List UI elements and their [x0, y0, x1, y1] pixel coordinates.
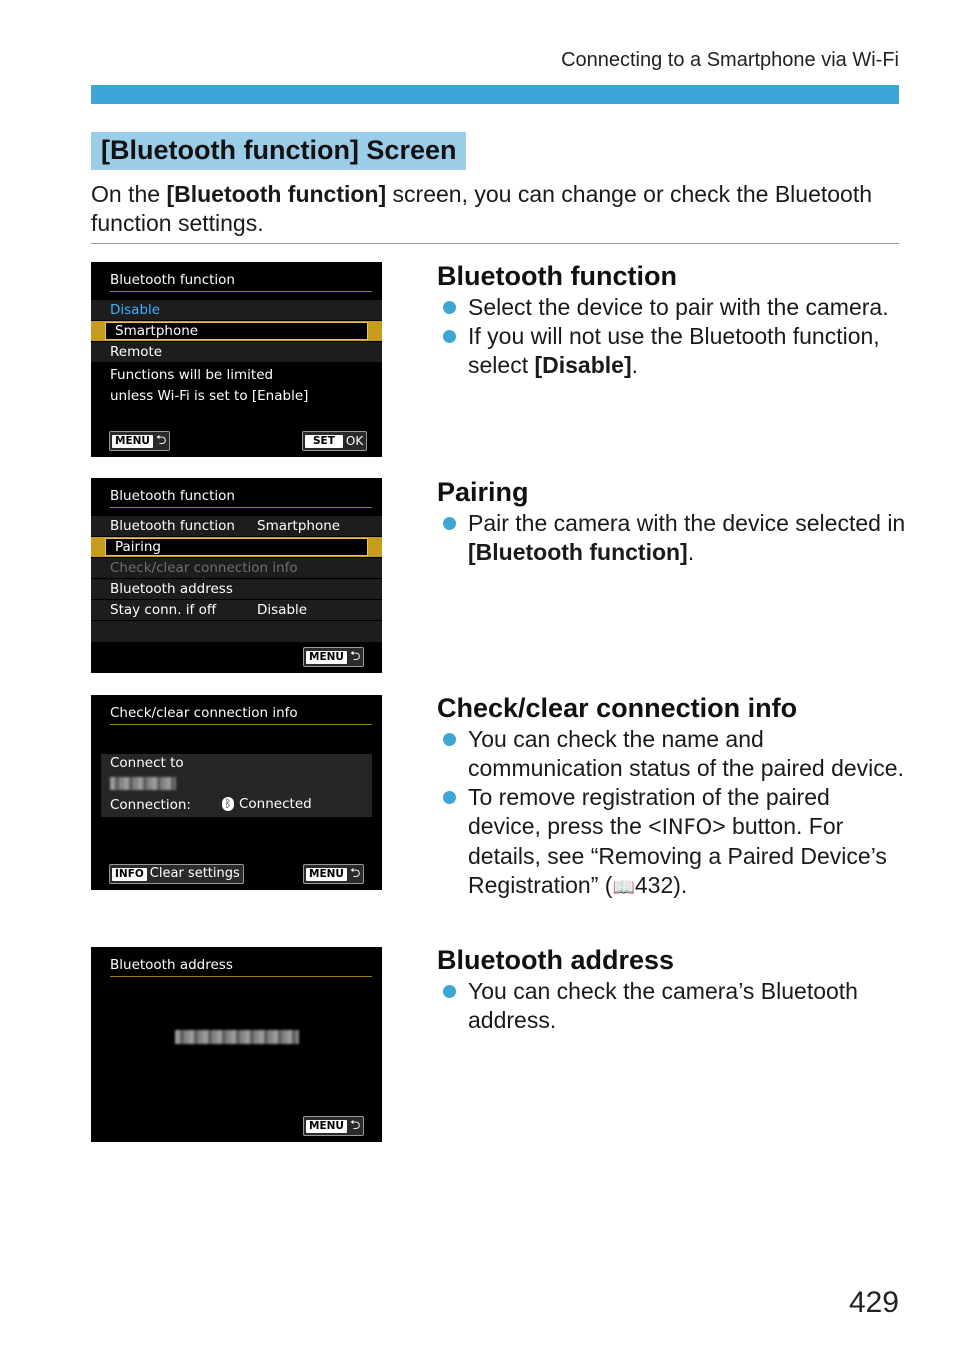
bullet-item: Pair the camera with the device selected in [Bluetooth function].: [437, 509, 907, 567]
menu-return-button[interactable]: [303, 1116, 364, 1136]
bullets-bluetooth-function: [437, 293, 907, 380]
heading-bluetooth-address: Bluetooth address: [437, 945, 675, 975]
bullet-item: You can check the name and communication status of the paired device.: [437, 725, 907, 783]
screen-title: Bluetooth address: [110, 957, 372, 977]
return-icon: ⮌: [155, 433, 167, 448]
connection-label: Connection:: [110, 797, 191, 813]
clear-settings-button[interactable]: [109, 864, 244, 884]
connect-to-label: Connect to: [110, 755, 184, 771]
set-tag: SET: [305, 435, 343, 448]
menu-return-button[interactable]: [303, 864, 364, 884]
connection-status: ᛒ Connected: [222, 796, 312, 812]
info-tag: INFO: [112, 868, 147, 881]
menu-tag: MENU: [306, 651, 347, 664]
menu-tag: MENU: [112, 435, 153, 448]
set-ok-button[interactable]: [302, 431, 367, 451]
bullets-pairing: [437, 509, 907, 567]
menu-return-button[interactable]: [303, 647, 364, 667]
camera-screen-bluetooth-address: [91, 947, 382, 1142]
row-pairing[interactable]: Pairing: [91, 537, 382, 558]
bullet-item: If you will not use the Bluetooth function, select [Disable].: [437, 322, 907, 380]
row-bluetooth-address[interactable]: Bluetooth address: [91, 579, 382, 600]
note-line-2: unless Wi-Fi is set to [Enable]: [110, 388, 309, 404]
info-button-icon: INFO: [661, 815, 713, 839]
menu-return-button[interactable]: [109, 431, 170, 451]
page-number: 429: [848, 1286, 899, 1319]
book-icon: 📖: [612, 877, 635, 897]
heading-pairing: Pairing: [437, 477, 529, 507]
ok-label: OK: [345, 434, 364, 448]
return-icon: ⮌: [349, 1118, 361, 1133]
row-empty: [91, 621, 382, 643]
option-remote[interactable]: Remote: [91, 342, 382, 363]
screen-title: Check/clear connection info: [110, 705, 372, 725]
note-line-1: Functions will be limited: [110, 367, 274, 383]
bluetooth-icon: ᛒ: [222, 797, 234, 811]
clear-settings-label: Clear settings: [149, 866, 240, 881]
address-blurred: [175, 1030, 299, 1044]
device-name-blurred: [110, 777, 176, 790]
row-stay-connected[interactable]: Stay conn. if off Disable: [91, 600, 382, 621]
heading-check-clear: Check/clear connection info: [437, 693, 798, 723]
screen-title: Bluetooth function: [110, 488, 372, 508]
bullet-item: To remove registration of the paired device, press the <INFO> button. For details, see “Removing a Paired Device’s Registration” (📖432).: [437, 783, 907, 902]
camera-screen-bluetooth-function: [91, 262, 382, 457]
option-disable[interactable]: Disable: [91, 300, 382, 321]
intro-text: On the [Bluetooth function] screen, you can change or check the Bluetooth function settings.: [91, 181, 873, 236]
section-title: [Bluetooth function] Screen: [91, 132, 466, 170]
bullets-bluetooth-address: [437, 977, 907, 1035]
screen-title: Bluetooth function: [110, 272, 372, 292]
running-header: Connecting to a Smartphone via Wi-Fi: [561, 49, 899, 71]
camera-screen-connection-info: [91, 695, 382, 890]
row-check-clear[interactable]: Check/clear connection info: [91, 558, 382, 579]
connection-info-box: [101, 754, 372, 817]
bullet-item: Select the device to pair with the camera.: [437, 293, 907, 322]
return-icon: ⮌: [349, 649, 361, 664]
camera-screen-bluetooth-menu: [91, 478, 382, 673]
bullet-item: You can check the camera’s Bluetooth address.: [437, 977, 907, 1035]
return-icon: ⮌: [349, 866, 361, 881]
option-smartphone[interactable]: Smartphone: [91, 321, 382, 342]
bullets-check-clear: [437, 725, 907, 902]
menu-tag: MENU: [306, 868, 347, 881]
divider: [91, 243, 899, 244]
menu-tag: MENU: [306, 1120, 347, 1133]
top-accent-bar: [91, 85, 899, 104]
heading-bluetooth-function: Bluetooth function: [437, 261, 677, 291]
row-bluetooth-function[interactable]: Bluetooth function Smartphone: [91, 516, 382, 537]
